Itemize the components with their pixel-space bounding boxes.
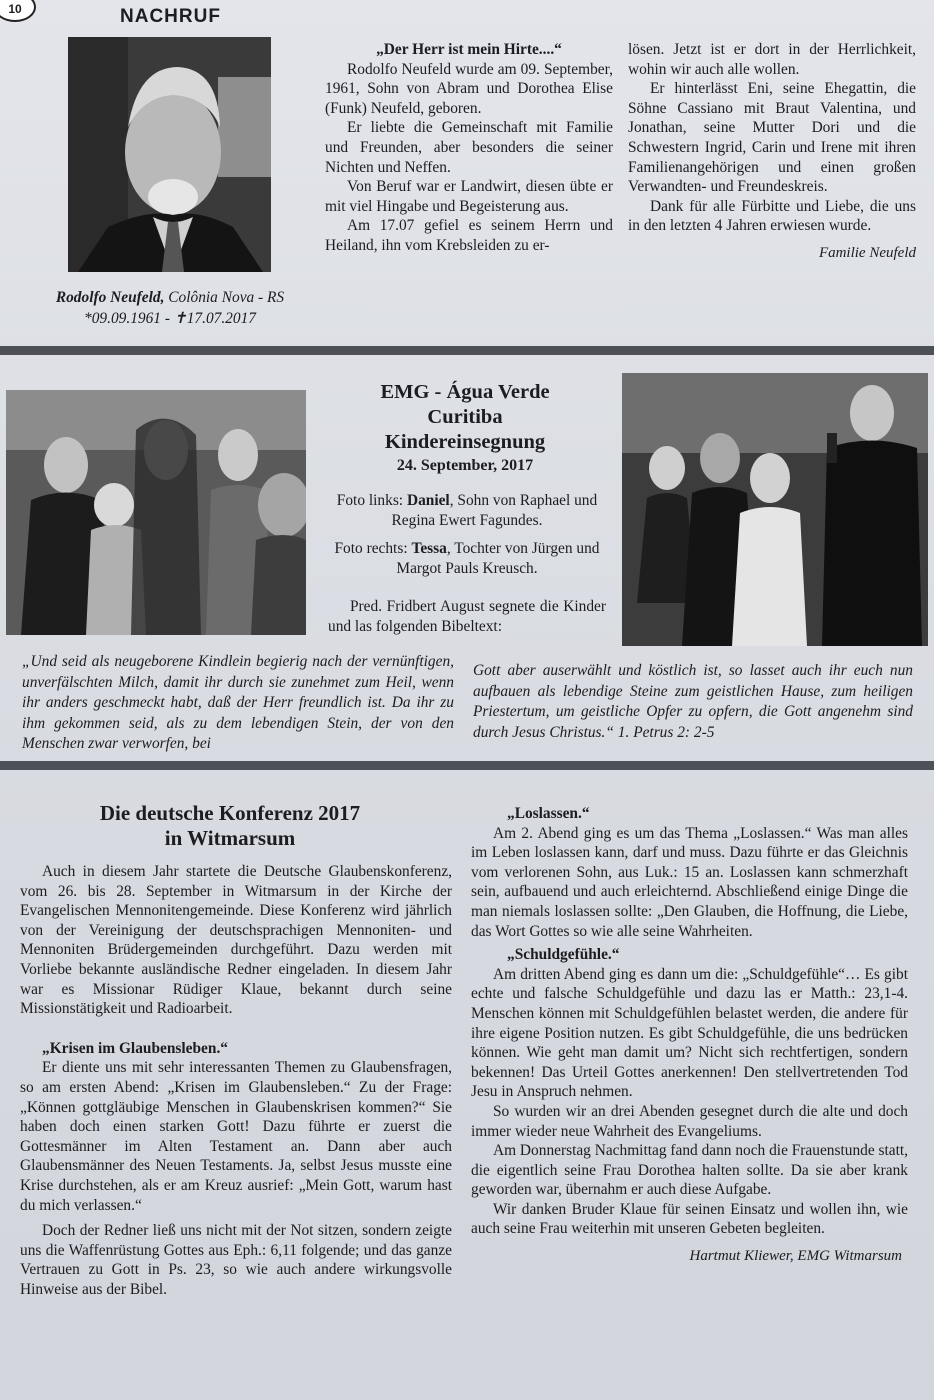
family-photo-left [6,390,306,635]
conference-signature: Hartmut Kliewer, EMG Witmarsum [689,1248,902,1265]
conference-paragraph: Doch der Redner ließ uns nicht mit der Not sitzen, sondern zeigte uns die Waffenrüstung Gottes aus Eph.: 6,11 folgende; und das ganze Vertrauen zu Gott in Ps. 23, so wie auch andere wirkungsvolle Hinweise aus der Bibel. [20,1222,452,1298]
obituary-signature: Familie Neufeld [818,244,916,261]
conference-column-1 [20,862,452,1299]
obituary-column-1 [325,40,613,256]
blessing-intro: Pred. Fridbert August segnete die Kinder und las folgenden Bibeltext: [328,598,606,635]
blessing-title-line3: Kindereinsegnung [384,431,546,453]
obituary-paragraph: Von Beruf war er Landwirt, diesen übte er mit viel Hingabe und Begeisterung aus. [325,178,613,215]
conference-paragraph: Am dritten Abend ging es dann um die: „Schuldgefühle“… Es gibt echte und falsche Schuldgefühle und dazu las er Matth.: 23,1-4. Menschen können mit Schuldgefühlen belastet werden, die andere für ihre eigene Position nutzen. Es gibt Schuldgefühle, die uns bedrücken können. Wie geht man damit um? Nicht sich rechtfertigen, sondern bekennen! Das Urteil Gottes anerkennen! Den stellvertretenden Tod Jesu in Anspruch nehmen. [471,965,908,1101]
caption-place: Colônia Nova - RS [168,289,285,306]
caption-right-name: Tessa [411,540,447,557]
obituary-paragraph: Er liebte die Gemeinschaft mit Familie und Freunden, aber besonders die seiner Nichten und Neffen. [325,119,613,176]
family-photo-right [622,373,928,646]
caption-name: Rodolfo Neufeld, [55,289,165,306]
caption-left-name: Daniel [406,492,450,509]
blessing-title-line2: Curitiba [427,406,503,428]
caption-left [328,491,606,531]
portrait-photo [68,37,271,272]
obituary-section-title: NACHRUF [120,6,221,27]
caption-left-prefix: Foto links: [336,492,404,509]
conference-paragraph: Er diente uns mit sehr interessanten Themen zu Glaubensfragen, so am ersten Abend: „Krisen im Glaubensleben.“ Zu der Frage: „Können gottgläubige Menschen in Glaubenskrisen kommen?“ Sie haben doch einen starken Gott! Dazu führte er zuerst die Gottesmänner im Alten Testament an. Dann aber auch Glaubensmänner des Neuen Testaments. Ja, selbst Jesus musste eine Krise durchstehen, als er am Kreuz ausrief: „Mein Gott, warum hast du mich verlassen.“ [20,1059,452,1214]
caption-left-rest: , Sohn von Raphael und Regina Ewert Fagundes. [391,492,598,529]
blessing-date: 24. September, 2017 [396,457,534,474]
conference-intro: Auch in diesem Jahr startete die Deutsche Glaubenskonferenz, vom 26. bis 28. September in Witmarsum in der Kirche der Evangelischen Mennonitengemeinde. Diese Konferenz wird jährlich von der Vereinigung der deutschsprachigen Mennoniten- und Mennoniten Brüdergemeinden durchgeführt. Dazu werden mit Vorliebe bekannte ausländische Redner eingeladen. In diesem Jahr war es Missionar Rüdiger Klaue, bekannt durch seine Missionstätigkeit und Radioarbeit. [20,863,452,1018]
section-divider [0,761,934,770]
bible-verse-left: „Und seid als neugeborene Kindlein begierig nach der vernünftigen, unverfälschten Milch, damit ihr durch sie zunehmet zum Heil, wenn ihr anders geschmeckt habt, daß der Herr freundlich ist. Da ihr zu ihm gekommen seid, als zu dem lebendigen Stein, der von den Menschen zwar verworfen, bei [22,653,454,752]
conference-title-line2: in Witmarsum [164,826,296,850]
caption-right-prefix: Foto rechts: [334,540,408,557]
caption-right [328,539,606,579]
subheading-schuldgefuehle: „Schuldgefühle.“ [507,946,620,964]
conference-paragraph: So wurden wir an drei Abenden gesegnet durch die alte und doch immer wieder neue Wahrheit des Evangeliums. [471,1102,908,1140]
conference-title-line1: Die deutsche Konferenz 2017 [99,801,361,825]
conference-column-2 [471,804,908,1267]
portrait-caption [20,287,320,329]
subheading-loslassen: „Loslassen.“ [507,805,590,822]
obituary-paragraph: Rodolfo Neufeld wurde am 09. September, 1961, Sohn von Abram und Dorothea Elise (Funk) Neufeld, geboren. [325,60,613,117]
obituary-paragraph: lösen. Jetzt ist er dort in der Herrlichkeit, wohin wir auch alle wollen. [628,41,916,78]
blessing-title-line1: EMG - Água Verde [380,381,550,403]
obituary-paragraph: Er hinterlässt Eni, seine Ehegattin, die Söhne Cassiano mit Braut Valentina, und Jonathan, seine Mutter Dori und die Schwestern Ingrid, Carin und Irene mit ihren Familienangehörigen und einen großen Verwandten- und Freundeskreis. [628,80,916,196]
obituary-paragraph: Am 17.07 gefiel es seinem Herrn und Heiland, ihn vom Krebsleiden zu er- [325,217,613,254]
conference-paragraph: Am Donnerstag Nachmittag fand dann noch die Frauenstunde statt, die eigentlich seine Frau Dorothea halten sollte. Da sie aber krank geworden war, übernahm er auch diese Aufgabe. [471,1142,909,1199]
conference-paragraph: Wir danken Bruder Klaue für seinen Einsatz und wollen ihn, wie auch seine Frau weiterhin mit unseren Gebeten begleiten. [471,1200,908,1238]
bible-verse-right: Gott aber auserwählt und köstlich ist, so lasset auch ihr euch nun aufbauen als lebendige Steine zum geistlichen Hause, zum heiligen Priestertum, um geistliche Opfer zu opfern, die Gott angenehm sind durch Jesus Christus.“ 1. Petrus 2: 2-5 [473,662,913,741]
subheading-krisen: „Krisen im Glaubensleben.“ [42,1039,228,1057]
section-divider [0,346,934,355]
blessing-heading [330,380,600,477]
conference-paragraph: Am 2. Abend ging es um das Thema „Loslassen.“ Was man alles im Leben loslassen kann, darf und muss. Dazu führte er das Gleichnis vom verlorenen Sohn, aus Luk.: 15 an. Loslassen kann schmerzhaft sein, aufbauend und auch erleichternd. Abschließend einige Dinge die man niemals loslassen sollte: „Den Glauben, die Hoffnung, die Liebe, das Wort Gottes so wie alle seine Wahrheiten. [471,824,908,940]
blessing-captions [328,491,606,637]
conference-title [40,801,420,851]
page-number: 10 [0,0,36,22]
caption-right-rest: , Tochter von Jürgen und Margot Pauls Kreusch. [396,540,600,577]
obituary-column-2 [628,40,916,264]
obituary-quote-title: „Der Herr ist mein Hirte....“ [376,41,562,58]
caption-dates: *09.09.1961 - ✝17.07.2017 [84,310,256,327]
obituary-paragraph: Dank für alle Fürbitte und Liebe, die uns in den letzten 4 Jahren erwiesen wurde. [628,197,916,235]
